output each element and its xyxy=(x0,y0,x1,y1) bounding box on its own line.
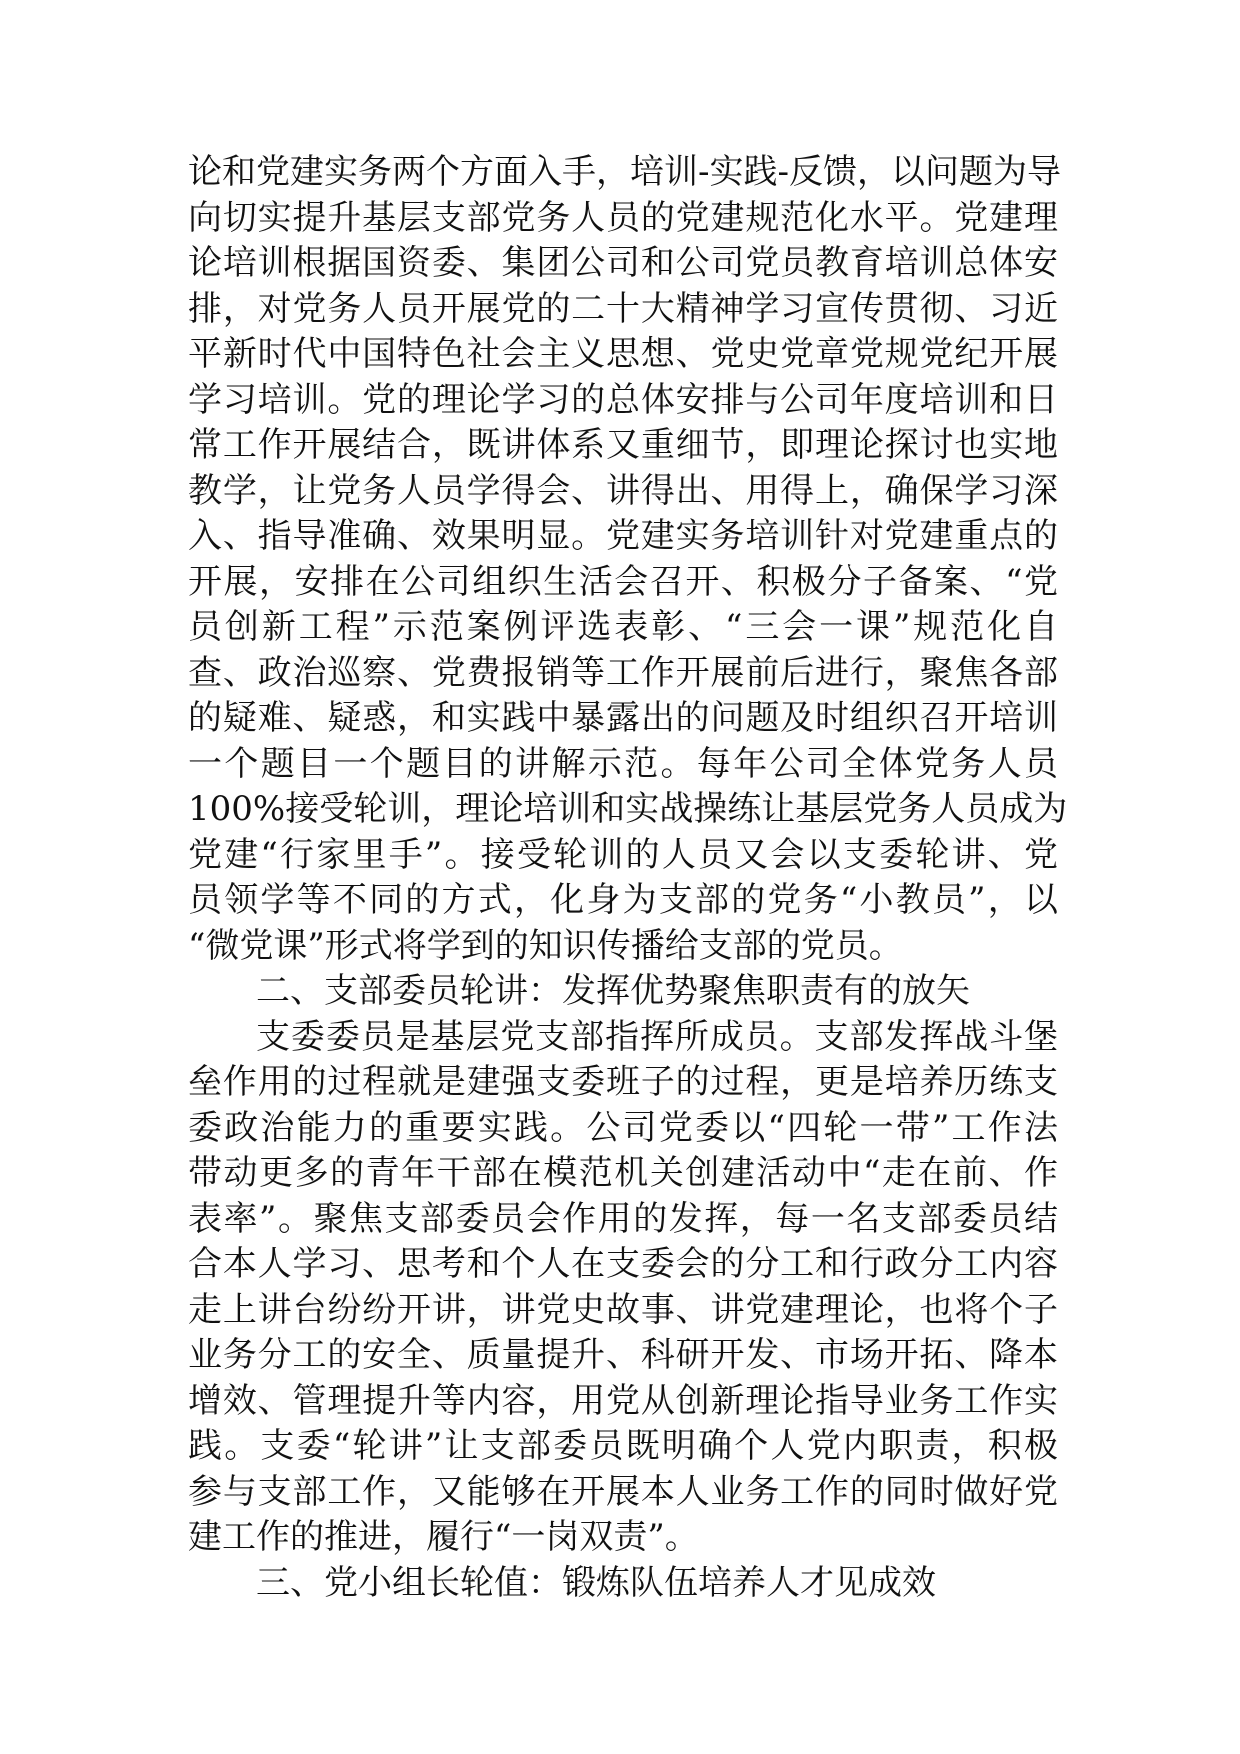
text-line: 表率”。聚焦支部委员会作用的发挥，每一名支部委员结 xyxy=(188,1198,1058,1239)
text-line: 的疑难、疑惑，和实践中暴露出的问题及时组织召开培训 xyxy=(188,698,1058,738)
text-line: 参与支部工作，又能够在开展本人业务工作的同时做好党 xyxy=(188,1471,1058,1512)
text-line: 100%接受轮训，理论培训和实战操练让基层党务人员成为 xyxy=(188,789,1068,829)
text-line: 业务分工的安全、质量提升、科研开发、市场开拓、降本 xyxy=(188,1335,1058,1375)
section-heading-3: 三、党小组长轮值：锻炼队伍培养人才见成效 xyxy=(256,1562,936,1603)
text-line: 带动更多的青年干部在模范机关创建活动中“走在前、作 xyxy=(188,1153,1058,1193)
text-line: 合本人学习、思考和个人在支委会的分工和行政分工内容 xyxy=(188,1244,1058,1284)
text-line: 论和党建实务两个方面入手，培训-实践-反馈，以问题为导 xyxy=(188,152,1061,192)
text-line: 走上讲台纷纷开讲，讲党史故事、讲党建理论，也将个子 xyxy=(188,1289,1058,1330)
text-line: 支委委员是基层党支部指挥所成员。支部发挥战斗堡 xyxy=(256,1016,1058,1057)
text-line: 一个题目一个题目的讲解示范。每年公司全体党务人员 xyxy=(188,743,1058,784)
text-line: 员领学等不同的方式，化身为支部的党务“小教员”，以 xyxy=(188,880,1058,920)
text-line: 建工作的推进，履行“一岗双责”。 xyxy=(188,1517,699,1557)
text-line: 查、政治巡察、党费报销等工作开展前后进行，聚焦各部 xyxy=(188,652,1058,693)
text-line: 常工作开展结合，既讲体系又重细节，即理论探讨也实地 xyxy=(188,425,1058,465)
text-line: 学习培训。党的理论学习的总体安排与公司年度培训和日 xyxy=(188,379,1058,420)
text-line: 教学，让党务人员学得会、讲得出、用得上，确保学习深 xyxy=(188,470,1058,511)
document-body xyxy=(188,150,1068,1606)
text-line: 论培训根据国资委、集团公司和公司党员教育培训总体安 xyxy=(188,243,1058,283)
paragraph-2 xyxy=(188,1015,1058,1561)
text-line: 平新时代中国特色社会主义思想、党史党章党规党纪开展 xyxy=(188,334,1058,374)
text-line: “微党课”形式将学到的知识传播给支部的党员。 xyxy=(188,925,903,966)
paragraph-1 xyxy=(188,150,1068,969)
text-line: 员创新工程”示范案例评选表彰、“三会一课”规范化自 xyxy=(188,607,1058,647)
text-line: 向切实提升基层支部党务人员的党建规范化水平。党建理 xyxy=(188,197,1058,238)
text-line: 入、指导准确、效果明显。党建实务培训针对党建重点的 xyxy=(188,516,1058,556)
text-line: 排，对党务人员开展党的二十大精神学习宣传贯彻、习近 xyxy=(188,288,1058,329)
text-line: 践。支委“轮讲”让支部委员既明确个人党内职责，积极 xyxy=(188,1426,1058,1466)
text-line: 垒作用的过程就是建强支委班子的过程，更是培养历练支 xyxy=(188,1062,1058,1102)
text-line: 增效、管理提升等内容，用党从创新理论指导业务工作实 xyxy=(188,1380,1058,1421)
text-line: 党建“行家里手”。接受轮训的人员又会以支委轮讲、党 xyxy=(188,834,1058,875)
section-heading-2: 二、支部委员轮讲：发挥优势聚焦职责有的放矢 xyxy=(256,971,970,1011)
text-line: 委政治能力的重要实践。公司党委以“四轮一带”工作法 xyxy=(188,1107,1058,1148)
text-line: 开展，安排在公司组织生活会召开、积极分子备案、“党 xyxy=(188,561,1058,602)
